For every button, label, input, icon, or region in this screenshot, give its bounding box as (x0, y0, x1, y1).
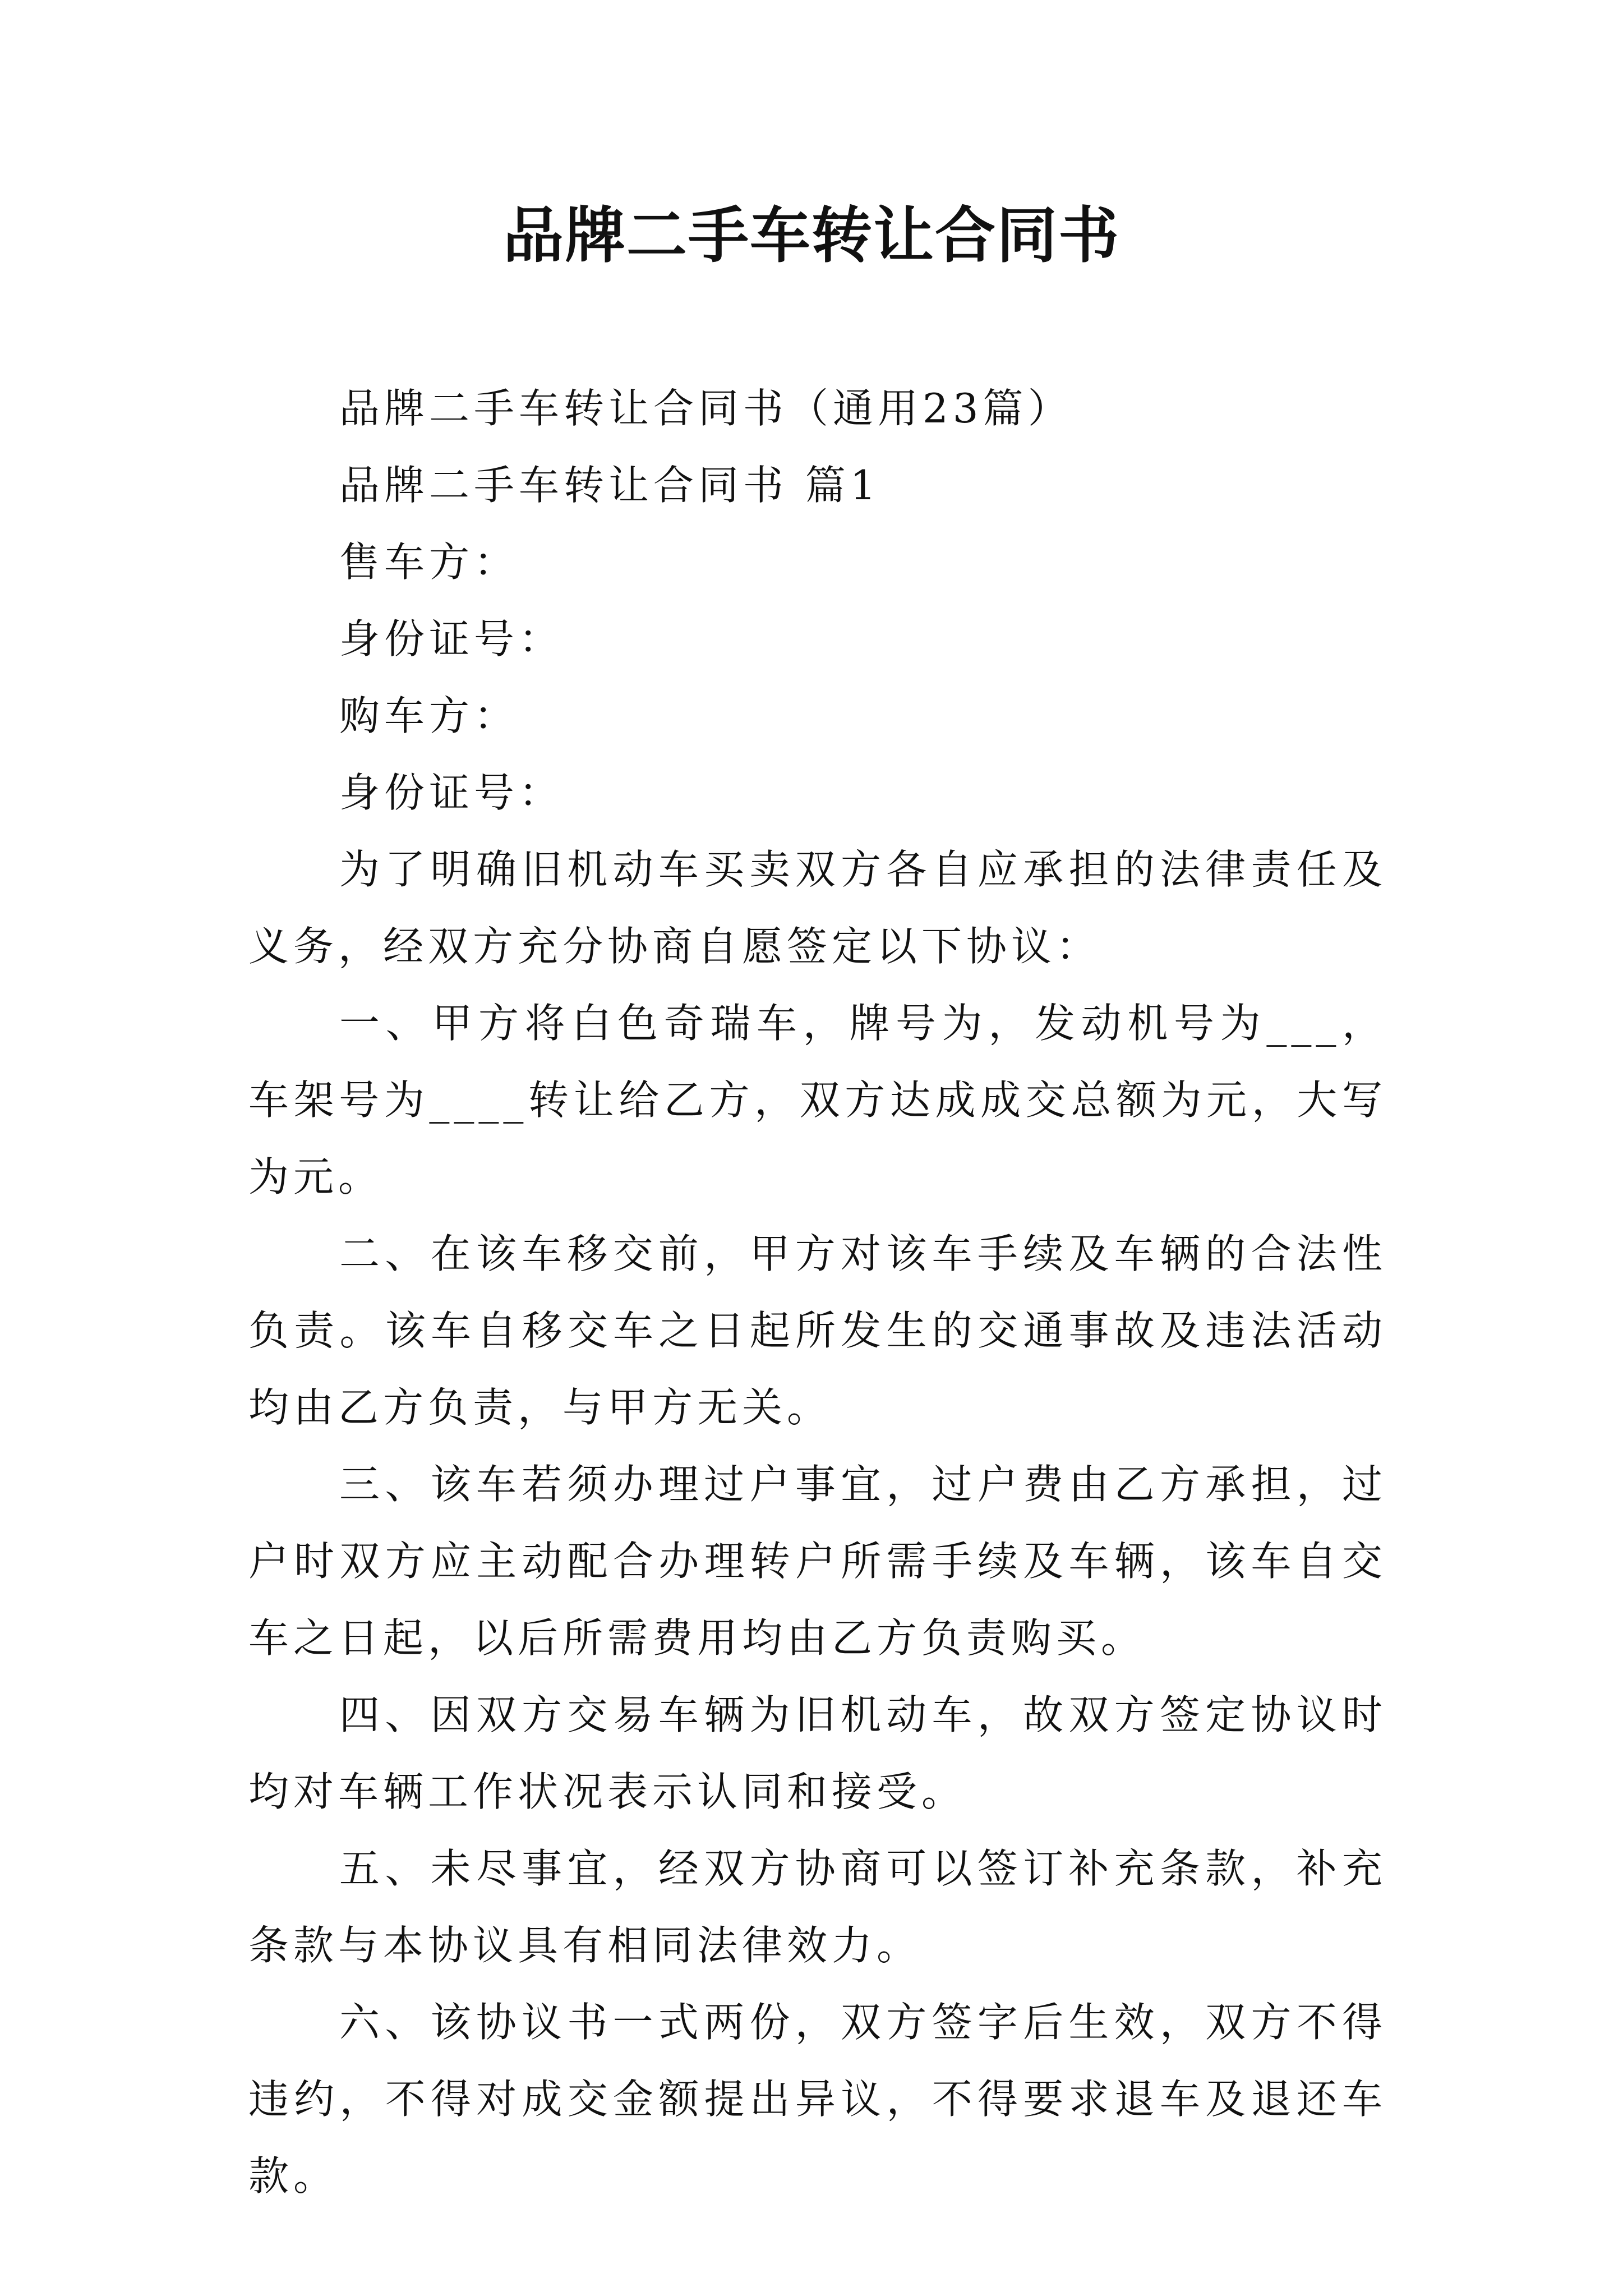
clause-3-paragraph: 三、该车若须办理过户事宜，过户费由乙方承担，过户时双方应主动配合办理转户所需手续及车辆，该车自交车之日起，以后所需费用均由乙方负责购买。 (248, 1461, 1387, 1662)
buyer-field-label: 购车方： (339, 692, 519, 739)
clause-2-paragraph: 二、在该车移交前，甲方对该车手续及车辆的合法性负责。该车自移交车之日起所发生的交通事故及违法活动均由乙方负责，与甲方无关。 (248, 1230, 1387, 1431)
subtitle-paragraph: 品牌二手车转让合同书（通用23篇） (339, 385, 1073, 432)
preamble-paragraph: 为了明确旧机动车买卖双方各自应承担的法律责任及义务，经双方充分协商自愿签定以下协议： (248, 846, 1387, 970)
document-body (248, 370, 1387, 2215)
seller-field-label: 售车方： (339, 539, 519, 586)
buyer-id-field-label: 身份证号： (339, 769, 564, 816)
seller-id-field-label: 身份证号： (339, 615, 564, 662)
clause-6-paragraph: 六、该协议书一式两份，双方签字后生效，双方不得违约，不得对成交金额提出异议，不得要求退车及退还车款。 (248, 1999, 1387, 2200)
clause-5-paragraph: 五、未尽事宜，经双方协商可以签订补充条款，补充条款与本协议具有相同法律效力。 (248, 1845, 1387, 1969)
clause-4-paragraph: 四、因双方交易车辆为旧机动车，故双方签定协议时均对车辆工作状况表示认同和接受。 (248, 1691, 1387, 1815)
section-heading: 品牌二手车转让合同书 篇1 (339, 462, 880, 509)
clause-1-paragraph: 一、甲方将白色奇瑞车，牌号为，发动机号为___，车架号为____转让给乙方，双方达成成交总额为元，大写为元。 (248, 1000, 1387, 1200)
document-title: 品牌二手车转让合同书 (502, 200, 1120, 271)
